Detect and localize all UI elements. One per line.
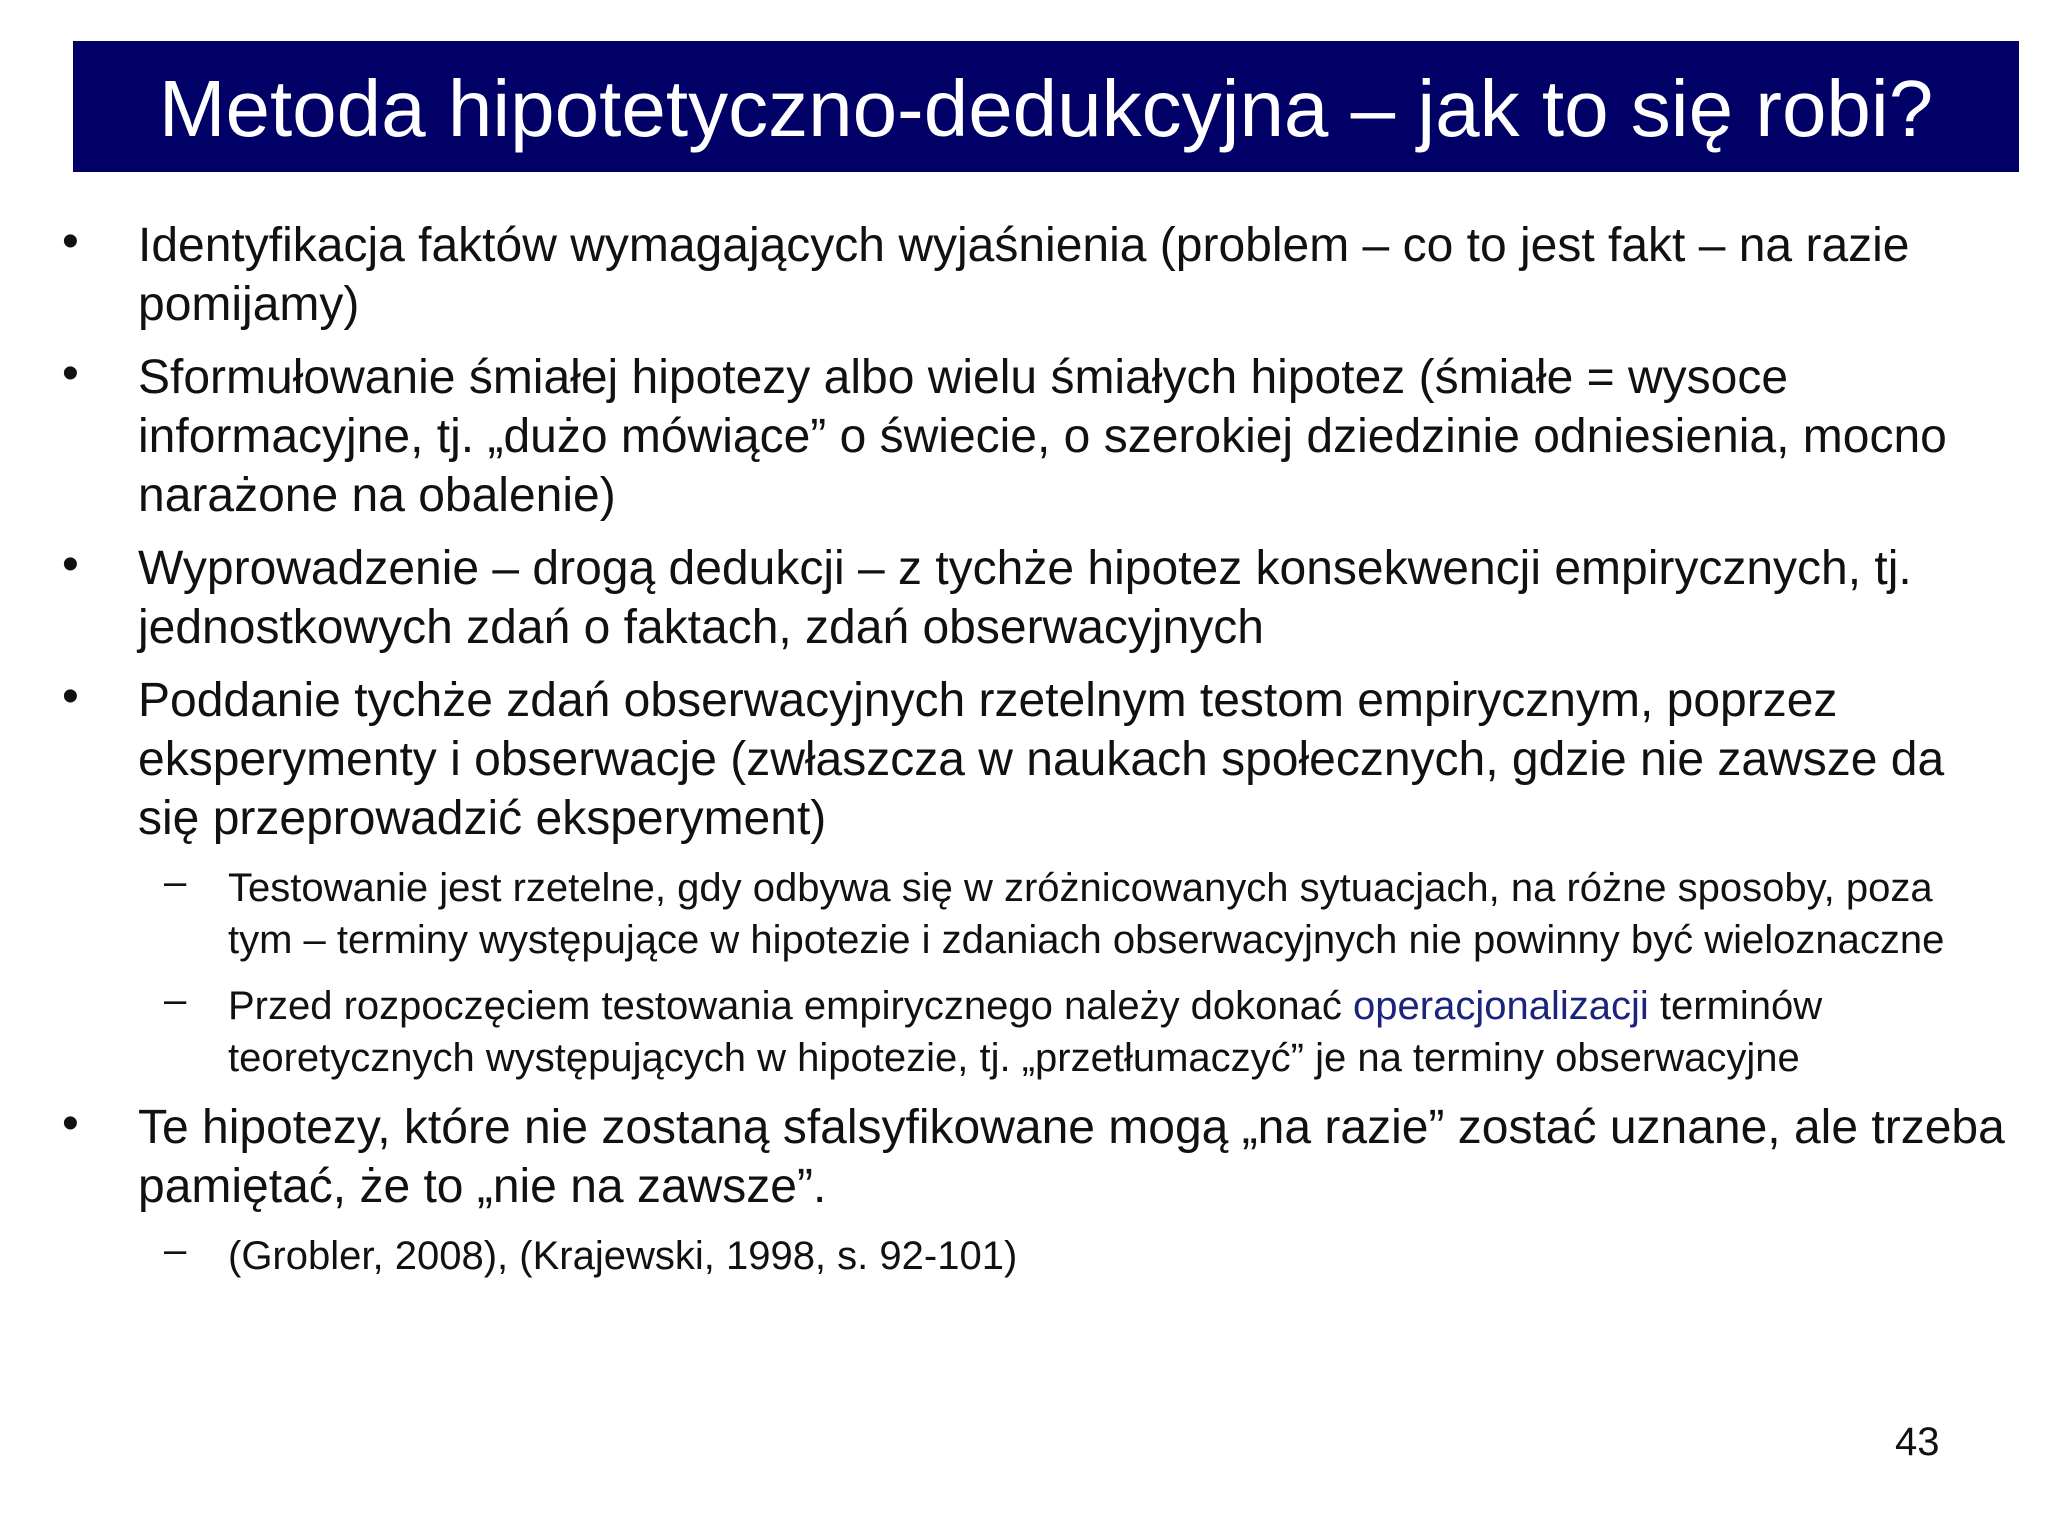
sub-item-text-after: terminów teoretycznych występujących w hipotezie, tj. „przetłumaczyć” je na terminy obserwacyjne: [228, 984, 1823, 1080]
bullet-icon: •: [62, 215, 79, 268]
sub-item-text: (Grobler, 2008), (Krajewski, 1998, s. 92-101): [228, 1234, 1018, 1278]
bullet-item-1: [0, 216, 2048, 334]
bullet-item-3: [0, 539, 2048, 657]
slide-title: Metoda hipotetyczno-dedukcyjna – jak to się robi?: [158, 63, 1934, 153]
sub-item-5-1: [0, 1230, 2048, 1282]
sub-item-4-2: [0, 980, 2048, 1084]
bullet-text: Poddanie tychże zdań obserwacyjnych rzetelnym testom empirycznym, poprzez eksperymenty i obserwacje (zwłaszcza w naukach społecznych, gdzie nie zawsze da się przeprowadzić eksperyment): [138, 674, 1945, 845]
bullet-text: Identyfikacja faktów wymagających wyjaśnienia (problem – co to jest fakt – na razie pomijamy): [138, 219, 1910, 331]
bullet-item-5: [0, 1098, 2048, 1216]
bullet-icon: •: [62, 538, 79, 591]
bullet-text: Te hipotezy, które nie zostaną sfalsyfikowane mogą „na razie” zostać uznane, ale trzeba pamiętać, że to „nie na zawsze”.: [138, 1101, 2005, 1213]
dash-icon: –: [164, 860, 187, 904]
bullet-item-2: [0, 348, 2048, 525]
title-bar: [73, 41, 2019, 172]
sub-item-text-before: Przed rozpoczęciem testowania empirycznego należy dokonać: [228, 984, 1354, 1028]
bullet-icon: •: [62, 1097, 79, 1150]
bullet-icon: •: [62, 347, 79, 400]
sub-item-text: Testowanie jest rzetelne, gdy odbywa się w zróżnicowanych sytuacjach, na różne sposoby, poza tym – terminy występujące w hipotezie i zdaniach obserwacyjnych nie powinny być wieloznaczne: [228, 866, 1945, 962]
bullet-icon: •: [62, 670, 79, 723]
bullet-text: Sformułowanie śmiałej hipotezy albo wielu śmiałych hipotez (śmiałe = wysoce informacyjne, tj. „dużo mówiące” o świecie, o szerokiej dziedzinie odniesienia, mocno narażone na obalenie): [138, 351, 1947, 522]
sub-item-4-1: [0, 862, 2048, 966]
page-number: 43: [1895, 1420, 1940, 1464]
bullet-item-4: [0, 671, 2048, 848]
operacjonalizacji-link[interactable]: operacjonalizacji: [1353, 984, 1649, 1028]
bullet-text: Wyprowadzenie – drogą dedukcji – z tychże hipotez konsekwencji empirycznych, tj. jednostkowych zdań o faktach, zdań obserwacyjnych: [138, 542, 1912, 654]
dash-icon: –: [164, 1228, 187, 1272]
dash-icon: –: [164, 978, 187, 1022]
slide-content: [0, 216, 2048, 1296]
